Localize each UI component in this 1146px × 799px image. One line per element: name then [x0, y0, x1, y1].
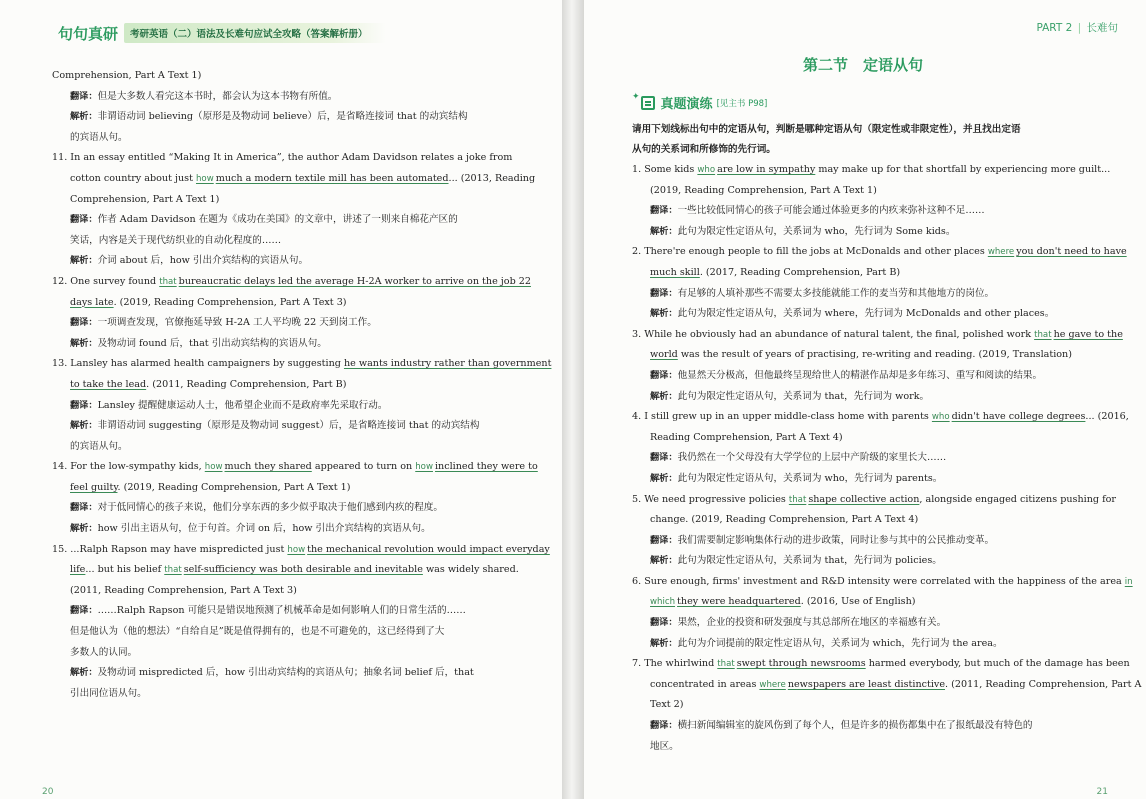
relative-word-mark: which	[650, 597, 676, 608]
underlined-clause: shape collective action	[808, 493, 920, 505]
text-run: 横扫新闻编辑室的旋风伤到了每个人，但是许多的损伤都集中在了报纸最没有特色的	[677, 720, 1033, 732]
sentence-line	[52, 560, 519, 581]
text-run: Reading Comprehension, Part A Text 4)	[650, 431, 843, 443]
text-run: 4. I still grew up in an upper middle-class home with parents	[632, 411, 932, 423]
relative-word-mark: that	[1034, 329, 1052, 340]
explanation-label: 解析：	[70, 255, 98, 267]
text-run: 介词 about 后，how 引出介宾结构的宾语从句。	[97, 255, 309, 267]
text-run: ... (2016,	[1085, 411, 1129, 423]
sentence-line	[52, 190, 510, 211]
explanation-line	[632, 737, 1094, 758]
exercise-list	[632, 160, 1142, 757]
explanation-line	[632, 551, 1094, 572]
left-page	[0, 0, 562, 799]
underlined-clause: feel guilty	[70, 481, 118, 493]
sentence-line	[632, 675, 1142, 696]
sentence-line	[52, 293, 510, 314]
text-run: (2019, Reading Comprehension, Part A Text 1)	[650, 184, 877, 196]
drill-heading	[632, 93, 1094, 112]
text-run: Comprehension, Part A Text 1)	[70, 193, 220, 205]
underlined-clause: you don't need to have	[1016, 246, 1127, 258]
explanation-label: 解析：	[70, 420, 98, 432]
text-run: 多数人的认同。	[70, 646, 138, 658]
text-run: 非谓语动词 suggesting（原形是及物动词 suggest）后，是省略连接词 that 的动宾结构	[97, 420, 480, 432]
text-run: 的宾语从句。	[70, 131, 128, 143]
text-run: was the result of years of practising, re-writing and reading. (2019, Translation)	[677, 349, 1072, 361]
text-run: Lansley 提醒健康运动人士，他希望企业而不是政府率先采取行动。	[97, 399, 388, 411]
explanation-line	[52, 313, 510, 334]
explanation-label: 解析：	[70, 337, 98, 349]
sentence-line	[632, 407, 1129, 428]
explanation-label: 翻译：	[70, 214, 98, 226]
right-page	[584, 0, 1146, 799]
text-run: 此句为限定性定语从句，关系词为 who，先行词为 parents。	[677, 472, 943, 484]
relative-word-mark: that	[159, 276, 177, 287]
text-run: 此句为限定性定语从句，关系词为 that，先行词为 policies。	[677, 555, 942, 567]
text-run: 有足够的人填补那些不需要太多技能就能工作的麦当劳和其他地方的岗位。	[677, 287, 995, 299]
underlined-clause: much they shared	[224, 461, 312, 473]
underlined-clause: are low in sympathy	[717, 164, 816, 175]
text-run: 1. Some kids	[632, 164, 698, 175]
drill-reference: [见主书 P98]	[716, 98, 768, 109]
sentence-line	[632, 510, 1094, 531]
book-header	[58, 24, 386, 42]
explanation-label: 翻译：	[650, 720, 678, 732]
text-run: 我们需要制定影响集体行动的进步政策，同时让参与其中的公民推动变革。	[677, 534, 995, 546]
explanation-label: 翻译：	[650, 287, 678, 299]
text-run: ……Ralph Rapson 可能只是错误地预测了机械革命是如何影响人们的日常生活的……	[97, 605, 466, 617]
text-run: was widely shared.	[422, 564, 519, 576]
instruction-line-2: 从句的关系词和所修饰的先行词。	[632, 144, 776, 155]
explanation-label: 翻译：	[650, 452, 678, 464]
text-run: 13. Lansley has alarmed health campaigners by suggesting	[52, 358, 344, 370]
text-run: 5. We need progressive policies	[632, 493, 789, 505]
sentence-line	[632, 695, 1094, 716]
text-run: harmed everybody, but much of the damage has been	[865, 658, 1130, 670]
part-name: 长难句	[1086, 22, 1118, 34]
relative-word-mark: that	[717, 659, 735, 670]
underlined-clause: the mechanical revolution would impact everyday	[307, 543, 550, 555]
text-run: 14. For the low-sympathy kids,	[52, 461, 205, 473]
explanation-line	[52, 498, 510, 519]
text-run: 此句为限定性定语从句，关系词为 that，先行词为 work。	[677, 390, 930, 402]
explanation-line	[52, 437, 510, 458]
explanation-label: 解析：	[650, 637, 678, 649]
sentence-line	[632, 428, 1094, 449]
explanation-label: 解析：	[650, 225, 678, 237]
text-run: . (2017, Reading Comprehension, Part B)	[699, 266, 901, 278]
sentence-line	[632, 160, 1111, 181]
sentence-line	[632, 345, 1094, 366]
text-run: 地区。	[650, 740, 679, 752]
underlined-clause: newspapers are least distinctive	[787, 678, 946, 690]
underlined-clause: he wants industry rather than government	[343, 358, 552, 370]
sentence-line	[52, 66, 510, 87]
section-title: 第二节 定语从句	[802, 56, 923, 74]
explanation-label: 翻译：	[70, 317, 98, 329]
text-run: cotton country about just	[70, 172, 196, 184]
book-gutter	[562, 0, 584, 799]
drill-title: 真题演练	[660, 97, 713, 112]
part-label: PART 2	[1036, 22, 1073, 34]
relative-word-mark: who	[697, 165, 716, 175]
text-run: . (2019, Reading Comprehension, Part A Text 3)	[113, 296, 347, 308]
explanation-label: 翻译：	[650, 205, 678, 217]
sentence-line	[52, 540, 550, 561]
underlined-clause: to take the lead	[70, 378, 147, 390]
explanation-label: 翻译：	[70, 502, 98, 514]
part-header	[1036, 20, 1118, 35]
sentence-line	[52, 581, 510, 602]
sentence-line	[52, 457, 538, 478]
text-run: 此句为介词提前的限定性定语从句，关系词为 which，先行词为 the area。	[677, 637, 1003, 649]
text-run: 一些比较低同情心的孩子可能会通过体验更多的内疚来弥补这种不足……	[677, 205, 985, 217]
sentence-line	[632, 654, 1130, 675]
text-run: 7. The whirlwind	[632, 658, 718, 670]
underlined-clause: they were headquartered	[677, 596, 801, 608]
page-number-left: 20	[42, 787, 54, 797]
explanation-line	[52, 334, 510, 355]
book-title: 考研英语（二）语法及长难句应试全攻略（答案解析册）	[124, 23, 386, 43]
text-run: concentrated in areas	[650, 678, 760, 690]
underlined-clause: world	[650, 349, 678, 361]
sparkle-icon: ✦	[632, 91, 640, 102]
explanation-label: 解析：	[650, 472, 678, 484]
explanation-line	[52, 416, 510, 437]
underlined-clause: life	[70, 564, 86, 576]
underlined-clause: days late	[70, 296, 114, 308]
text-run: 我仍然在一个父母没有大学学位的上层中产阶级的家里长大……	[677, 452, 947, 464]
explanation-line	[632, 716, 1094, 737]
explanation-label: 解析：	[70, 667, 98, 679]
explanation-line	[52, 128, 510, 149]
explanation-line	[52, 107, 510, 128]
explanation-label: 翻译：	[650, 617, 678, 629]
underlined-clause: he gave to the	[1053, 328, 1123, 340]
relative-word-mark: that	[788, 494, 807, 505]
explanation-line	[632, 469, 1094, 490]
text-run: change. (2019, Reading Comprehension, Part A Text 4)	[650, 514, 919, 526]
explanation-line	[52, 87, 510, 108]
underlined-clause: didn't have college degrees	[951, 411, 1086, 423]
text-run: appeared to turn on	[311, 461, 416, 473]
relative-word-mark: who	[931, 412, 950, 423]
explanation-line	[52, 231, 510, 252]
left-page-content	[52, 66, 552, 704]
text-run: 引出同位语从句。	[70, 687, 147, 699]
explanation-label: 翻译：	[70, 90, 98, 102]
text-run: 一项调查发现，官僚拖延导致 H-2A 工人平均晚 22 天到岗工作。	[97, 317, 377, 329]
explanation-label: 翻译：	[70, 399, 98, 411]
underlined-clause: self-sufficiency was both desirable and inevitable	[183, 564, 423, 576]
text-run: 果然，企业的投资和研发强度与其总部所在地区的幸福感有关。	[677, 617, 947, 629]
explanation-line	[632, 448, 1094, 469]
text-run: 但是大多数人看完这本书时，都会认为这本书物有所值。	[97, 90, 338, 102]
explanation-line	[632, 613, 1094, 634]
relative-word-mark: where	[759, 679, 786, 690]
part-separator: |	[1077, 22, 1082, 34]
explanation-label: 解析：	[650, 555, 678, 567]
explanation-label: 翻译：	[650, 369, 678, 381]
underlined-clause: inclined they were to	[434, 461, 538, 473]
explanation-line	[52, 601, 510, 622]
relative-word-mark: that	[164, 565, 182, 576]
text-run: 及物动词 mispredicted 后，how 引出动宾结构的宾语从句；抽象名词 belief 后，that	[97, 667, 474, 679]
text-run: 但是他认为（他的想法）“自给自足”既是值得拥有的，也是不可避免的，这已经得到了大	[70, 626, 445, 638]
sentence-line	[632, 263, 1094, 284]
text-run: 11. In an essay entitled “Making It in America”, the author Adam Davidson relates a joke from	[52, 152, 513, 164]
text-run: . (2011, Reading Comprehension, Part B)	[146, 378, 347, 390]
text-run: 12. One survey found	[52, 275, 160, 287]
text-run: . (2019, Reading Comprehension, Part A Text 1)	[117, 481, 351, 493]
text-run: ... but his belief	[85, 564, 165, 576]
explanation-label: 解析：	[650, 390, 678, 402]
notebook-icon	[641, 96, 655, 110]
text-run: Text 2)	[650, 699, 684, 711]
explanation-line	[52, 643, 510, 664]
text-run: (2011, Reading Comprehension, Part A Text 3)	[70, 584, 297, 596]
explanation-line	[632, 531, 1094, 552]
explanation-line	[52, 684, 510, 705]
underlined-clause: bureaucratic delays led the average H-2A worker to arrive on the job 22	[178, 275, 531, 287]
sentence-line	[632, 592, 1094, 613]
explanation-line	[52, 251, 510, 272]
explanation-line	[632, 284, 1094, 305]
text-run: may make up for that shortfall by experiencing more guilt...	[815, 164, 1111, 175]
text-run: 及物动词 found 后，that 引出动宾结构的宾语从句。	[97, 337, 327, 349]
explanation-line	[632, 222, 1094, 243]
text-run: 15. ...Ralph Rapson may have mispredicted just	[52, 543, 288, 555]
text-run: 非谓语动词 believing（原形是及物动词 believe）后，是省略连接词 that 的动宾结构	[97, 111, 468, 123]
relative-word-mark: how	[204, 462, 223, 473]
explanation-line	[52, 210, 510, 231]
explanation-line	[632, 201, 1094, 222]
right-page-content	[632, 50, 1142, 757]
explanation-line	[632, 634, 1094, 655]
sentence-line	[52, 148, 513, 169]
text-run: 6. Sure enough, firms' investment and R&D intensity were correlated with the happiness of the area	[632, 575, 1125, 587]
text-run: . (2016, Use of English)	[800, 596, 916, 608]
text-run: 作者 Adam Davidson 在题为《成功在美国》的文章中，讲述了一则来自棉花产区的	[97, 214, 458, 226]
relative-word-mark: how	[287, 544, 306, 555]
text-run: 此句为限定性定语从句，关系词为 where，先行词为 McDonalds and other places。	[677, 308, 1055, 320]
sentence-line	[632, 242, 1127, 263]
explanation-label: 翻译：	[650, 534, 678, 546]
underlined-clause: swept through newsrooms	[736, 658, 866, 670]
text-run: . (2011, Reading Comprehension, Part A	[945, 678, 1142, 690]
text-run: 3. While he obviously had an abundance of natural talent, the final, polished work	[632, 328, 1035, 340]
explanation-label: 解析：	[70, 523, 98, 535]
explanation-line	[52, 622, 510, 643]
explanation-line	[52, 519, 510, 540]
text-run: , alongside engaged citizens pushing for	[919, 493, 1116, 505]
text-run: Comprehension, Part A Text 1)	[52, 70, 202, 81]
explanation-line	[632, 387, 1094, 408]
relative-word-mark: how	[195, 173, 214, 184]
sentence-line	[632, 490, 1116, 511]
relative-word-mark: how	[415, 462, 433, 473]
text-run: 2. There're enough people to fill the jobs at McDonalds and other places	[632, 246, 988, 258]
sentence-line	[52, 354, 552, 375]
text-run: 对于低同情心的孩子来说，他们分享东西的多少似乎取决于他们感到内疚的程度。	[97, 502, 443, 514]
sentence-line	[52, 272, 531, 293]
sentence-line	[52, 375, 510, 396]
sentence-line	[632, 325, 1123, 346]
instruction-line-1: 请用下划线标出句中的定语从句，判断是哪种定语从句（限定性或非限定性），并且找出定语	[632, 124, 1021, 135]
text-run: 此句为限定性定语从句，关系词为 who，先行词为 Some kids。	[677, 225, 956, 237]
explanation-line	[52, 396, 510, 417]
relative-word-mark: in	[1124, 576, 1133, 587]
sentence-line	[632, 181, 1094, 202]
underlined-clause: much a modern textile mill has been automated	[215, 172, 449, 184]
text-run: 笑话，内容是关于现代纺织业的自动化程度的……	[70, 234, 282, 246]
explanation-label: 解析：	[650, 308, 678, 320]
relative-word-mark: where	[987, 247, 1015, 258]
underlined-clause: much skill	[650, 266, 700, 278]
text-run: ... (2013, Reading	[448, 172, 536, 184]
sentence-line	[632, 572, 1133, 593]
explanation-label: 翻译：	[70, 605, 98, 617]
text-run: how 引出主语从句，位于句首。介词 on 后，how 引出介宾结构的宾语从句。	[97, 523, 431, 535]
brand-logo: 句句真研	[58, 24, 119, 43]
explanation-line	[632, 366, 1094, 387]
sentence-line	[52, 478, 510, 499]
text-run: 他显然天分极高，但他最终呈现给世人的精湛作品却是多年练习、重写和阅读的结果。	[677, 369, 1043, 381]
sentence-line	[52, 169, 536, 190]
explanation-line	[52, 663, 510, 684]
explanation-line	[632, 304, 1094, 325]
page-number-right: 21	[1096, 787, 1108, 797]
explanation-label: 解析：	[70, 111, 98, 123]
text-run: 的宾语从句。	[70, 440, 128, 452]
